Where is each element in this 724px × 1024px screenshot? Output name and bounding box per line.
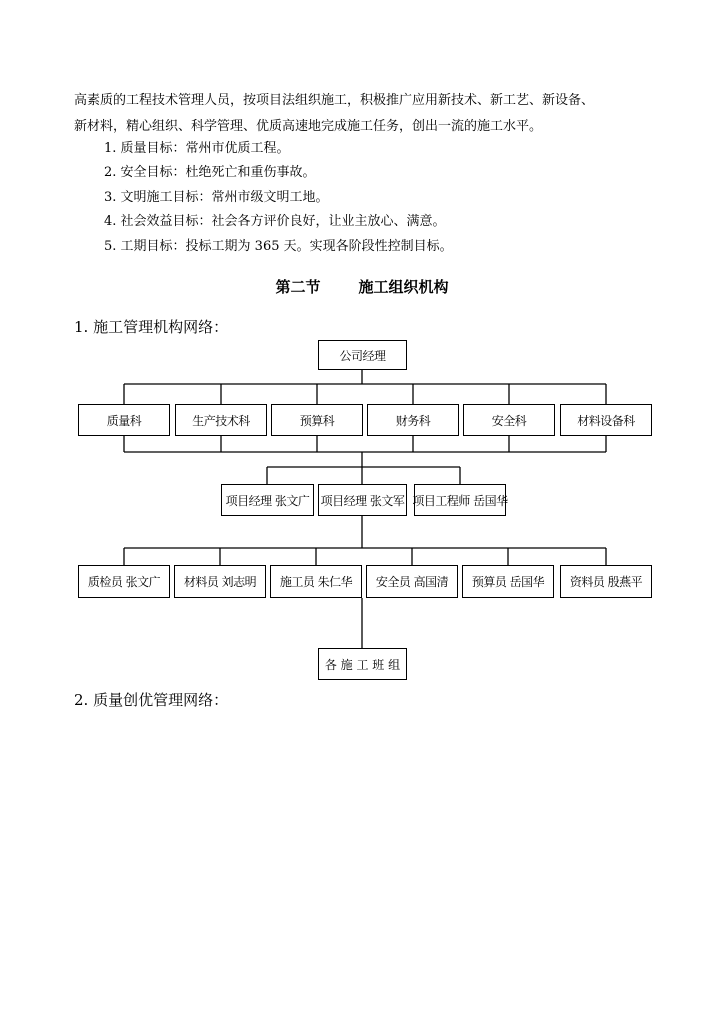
org-node-construction-officer: 施工员 朱仁华 — [270, 565, 362, 598]
subheading-quality-network: 2. 质量创优管理网络： — [74, 691, 229, 709]
org-node-budget-officer: 预算员 岳国华 — [462, 565, 554, 598]
org-node-materials-officer: 材料员 刘志明 — [174, 565, 266, 598]
org-node-construction-teams: 各 施 工 班 组 — [318, 648, 407, 680]
goal-quality: 1. 质量目标：常州市优质工程。 — [104, 141, 290, 156]
goal-safety: 2. 安全目标：杜绝死亡和重伤事故。 — [104, 165, 316, 180]
goal-civilized-construction: 3. 文明施工目标：常州市级文明工地。 — [104, 190, 329, 205]
org-node-records-officer: 资料员 殷燕平 — [560, 565, 652, 598]
org-node-materials-equipment-dept: 材料设备科 — [560, 404, 652, 436]
org-node-finance-dept: 财务科 — [367, 404, 459, 436]
subheading-management-network: 1. 施工管理机构网络： — [74, 318, 229, 336]
org-node-budget-dept: 预算科 — [271, 404, 363, 436]
section-number: 第二节 — [275, 278, 321, 296]
goal-social-benefit: 4. 社会效益目标：社会各方评价良好，让业主放心、满意。 — [104, 214, 446, 229]
org-node-project-manager-1: 项目经理 张文广 — [221, 484, 314, 516]
goal-schedule: 5. 工期目标：投标工期为 365 天。实现各阶段性控制目标。 — [104, 239, 453, 254]
org-node-production-tech-dept: 生产技术科 — [175, 404, 267, 436]
intro-line-1: 高素质的工程技术管理人员，按项目法组织施工，积极推广应用新技术、新工艺、新设备、 — [74, 93, 595, 108]
org-node-company-manager: 公司经理 — [318, 340, 407, 370]
org-node-safety-officer: 安全员 高国清 — [366, 565, 458, 598]
org-node-project-engineer: 项目工程师 岳国华 — [414, 484, 506, 516]
intro-line-2: 新材料，精心组织、科学管理、优质高速地完成施工任务，创出一流的施工水平。 — [74, 119, 543, 134]
org-node-quality-inspector: 质检员 张文广 — [78, 565, 170, 598]
org-node-quality-dept: 质量科 — [78, 404, 170, 436]
section-title: 施工组织机构 — [358, 278, 449, 296]
org-node-project-manager-2: 项目经理 张文军 — [318, 484, 407, 516]
org-node-safety-dept: 安全科 — [463, 404, 555, 436]
